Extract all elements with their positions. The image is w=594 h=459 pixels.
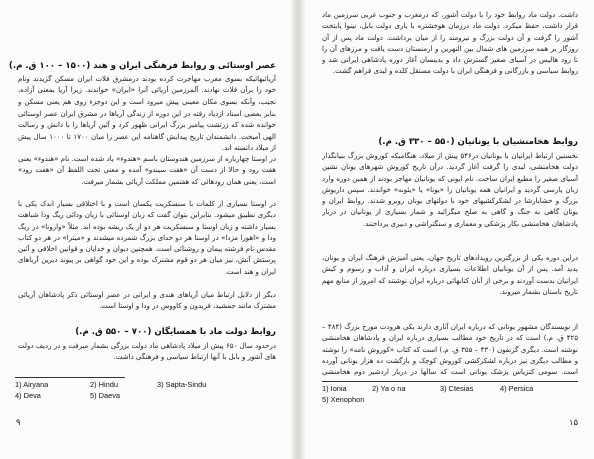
right-paragraph-1: داشت. دولت ماد روابط خود را با دولت آشور، که درمغرب و جنوب غربی سرزمین ماد قرار داشت، حفظ میکرد. دولت ماد درزمان هوخشتره با یاری دولت بابل، نینوا پایتخت آشور را گرفت و آن دولت بزرگ و نیرومند را از میان برداشت. دولت ماد پس از آن روزگار بر همه سرزمین های شمال بین النهرین و ارمنستان دست یافت و مرزهای آن را تا رود هالیس در آسیای صغیر گسترش داد و بدینسان آغاز دوره پادشاهی ایرانی شد و روابط سیاسی و بازرگانی و فرهنگی ایران با دولت مستقل کلده و لیدی فراهم گشت. [322, 11, 578, 76]
right-paragraph-2: نخستین ارتباط ایرانیان با یونانیان در۵۴۶ پیش از میلاد، هنگامیکه کوروش بزرگ بنیانگذار دولت هخامنشی، لیدی را گرفت آغاز گردید. درآن تاریخ کوروش شهرهای یونان نشین آسیای صغیر را مطیع ایران ساخت. نام ایونی که یونانیان مهاجر بودند از همین دوره وارد زبان پارسی گردید و ایرانیان همه یونانیان را «یونا» یا «یئونه» خواندند. سپس داریوش بزرگ و خشایارشا در لشکرکشیهای خود با دولتهای یونان روبرو شدند. روابط ایران و یونان گاهی به جنگ و گاهی به صلح میگرائید و شمار بسیاری از یونانیان در دربار پادشاهان هخامنشی بکار پزشکی و معماری و سنگتراشی و دبیری پرداختند. [322, 152, 578, 228]
left-page [0, 0, 291, 459]
left-paragraph-6: درحدود سال ۶۵۰ پیش از میلاد پادشاهی ماد دولت بزرگی بشمار میرفت و در ردیف دولت های آشور و بابل با آنها ارتباط سیاسی و فرهنگی داشت. [18, 342, 276, 362]
footnote-5: 5) Xenophon [322, 395, 365, 404]
footnote-2: 2) Hindu [90, 380, 118, 389]
right-paragraph-4: از نویسندگان مشهور یونانی که درباره ایران آثاری دارند یکی هرودت مورخ بزرگ (۴۸۴ – ۴۲۵ ق. م.) است که در تاریخ خود مطالب بسیاری درباره ایران و پادشاهان هخامنشی نوشته است. دیگری گزنفون (۴۳۰ – ۳۵۵ ق. م.) است که کتاب «کوروش نامه» را نوشته و مطالب دیگری نیز درباره لشکرکشی کوروش کوچک و بازگشت ده هزار یونانی آورده است. سومی کتزیاس پزشک یونانی است که سالها در دربار اردشیر دوم هخامنشی [322, 323, 578, 377]
left-paragraph-4: در اوستا بسیاری از کلمات با سنسکریت یکسان است و با اختلافی بسیار اندک یکی با دیگری تطبیق میشود. بنابراین بتوان گفت که زبان اوستائی با زبان ودائی ریگ ودا شباهت بسیار داشته و زبان اوستا و سنسکریت هر دو از یک ریشه بوده اند. مثلاً «وارونا» در ریگ ودا و «اهورا مزدا» در اوستا هر دو خدای بزرگ شمرده میشدند و «میترا» در هر دو کتاب مقدس نام فرشته پیمان و روشنائی است. همچنین دیوان و خدایان و قوانین اخلاقی و آئین پرستش آتش، نیز میان هر دو قوم مشترک بوده و این خود گواهی بر پیوند دیرین آریاهای ایران و هند است. [18, 200, 276, 276]
page-number: ۹ [16, 417, 21, 427]
footnote-1: 1) Airyana [15, 380, 49, 389]
left-paragraph-3: در اوستا چهارباره از سرزمین هندوستان باسم «هندوء» یاد شده است. نام «هندوء» یعنی هفت رود و حالا از دست آن «هفت سیندو» آمده و معنی تحت اللفظ آن «هفت رود» است، یعنی همان رودهائی که هفتمین مملکت آریائی بشمار میرفت. [18, 155, 276, 186]
footnote-3: 3) Ctesias [440, 384, 474, 393]
right-paragraph-3: دراین دوره یکی از بزرگترین رویدادهای تاریخ جهان، یعنی آمیزش فرهنگ ایران و یونان، پدید آمد. پس از آن یونانیان اطلاعات بسیاری درباره ایران و آداب و رسوم و کیش ایرانیان بدست آوردند و برخی از آنان کتابهائی درباره ایران نوشتند که امروز از منابع مهم تاریخ باستان بشمار میروند. [322, 254, 578, 296]
page-number: ۱۵ [569, 417, 578, 427]
book-gutter [291, 0, 305, 459]
left-paragraph-2: بنابر بعضی اسناد ازدیاد رفته در این دوره از زندگی آریاها در مشرق ایران عصر اوستائی خوانده شده که زرتشت پیامبر بزرگ ایرانی ظهور کرد و آئین آریاها را با دانش و رسالت الهی آمیخت. دانشمندان تاریخ پیدایش گاهنامه این عصر را میان ۱۷۰۰ تا ۱۰۰۰ سال پیش از میلاد دانسته اند. [18, 110, 276, 152]
right-page [305, 0, 594, 459]
footnote-rule [15, 377, 125, 378]
footnote-1: 1) Ionia [322, 384, 347, 393]
left-paragraph-1: آریائیهائیکه بسوی مغرب مهاجرت کرده بودند درمشرق فلات ایران مسکن گزیدند ونام خود را برآن فلات نهادند. آلمرزمین آریائی آنرا «ایران» خواندند. زیرا آریا بمعنی آزاده، نجیب، وآنکه بسوی مکان معینی پیش میرود است و این دوجزء روی هم یعنی مسکن و [18, 75, 276, 106]
section-heading-medes: روابط دولت ماد با همسایگان (۷۰۰ – ۵۵۰ ق. م.) [75, 327, 276, 337]
footnote-5: 5) Daeva [90, 391, 121, 400]
section-heading-avestan: عصر اوستائی و روابط فرهنگی ایران و هند (۱۵۰۰ – ۱۰۰ ق. م.) [8, 61, 276, 71]
footnote-4: 4) Persica [500, 384, 534, 393]
section-heading-achaemenid: روابط هخامنشیان با یونانیان (۵۵۰ – ۳۳۰ ق. م.) [378, 137, 578, 147]
footnote-3: 3) Sapta-Sindu [157, 380, 207, 389]
left-paragraph-5: دیگر از دلایل ارتباط میان آریاهای هندی و ایرانی در عصر اوستائی ذکر پادشاهان آریائی مشترک مانند جمشید، فریدون و کاووس در ودا و اوستا است. [18, 291, 276, 311]
right-footnotes [322, 383, 578, 409]
footnote-rule [322, 381, 578, 382]
left-footnotes [15, 379, 275, 405]
footnote-4: 4) Deva [15, 391, 41, 400]
footnote-2: 2) Ya o na [372, 384, 406, 393]
